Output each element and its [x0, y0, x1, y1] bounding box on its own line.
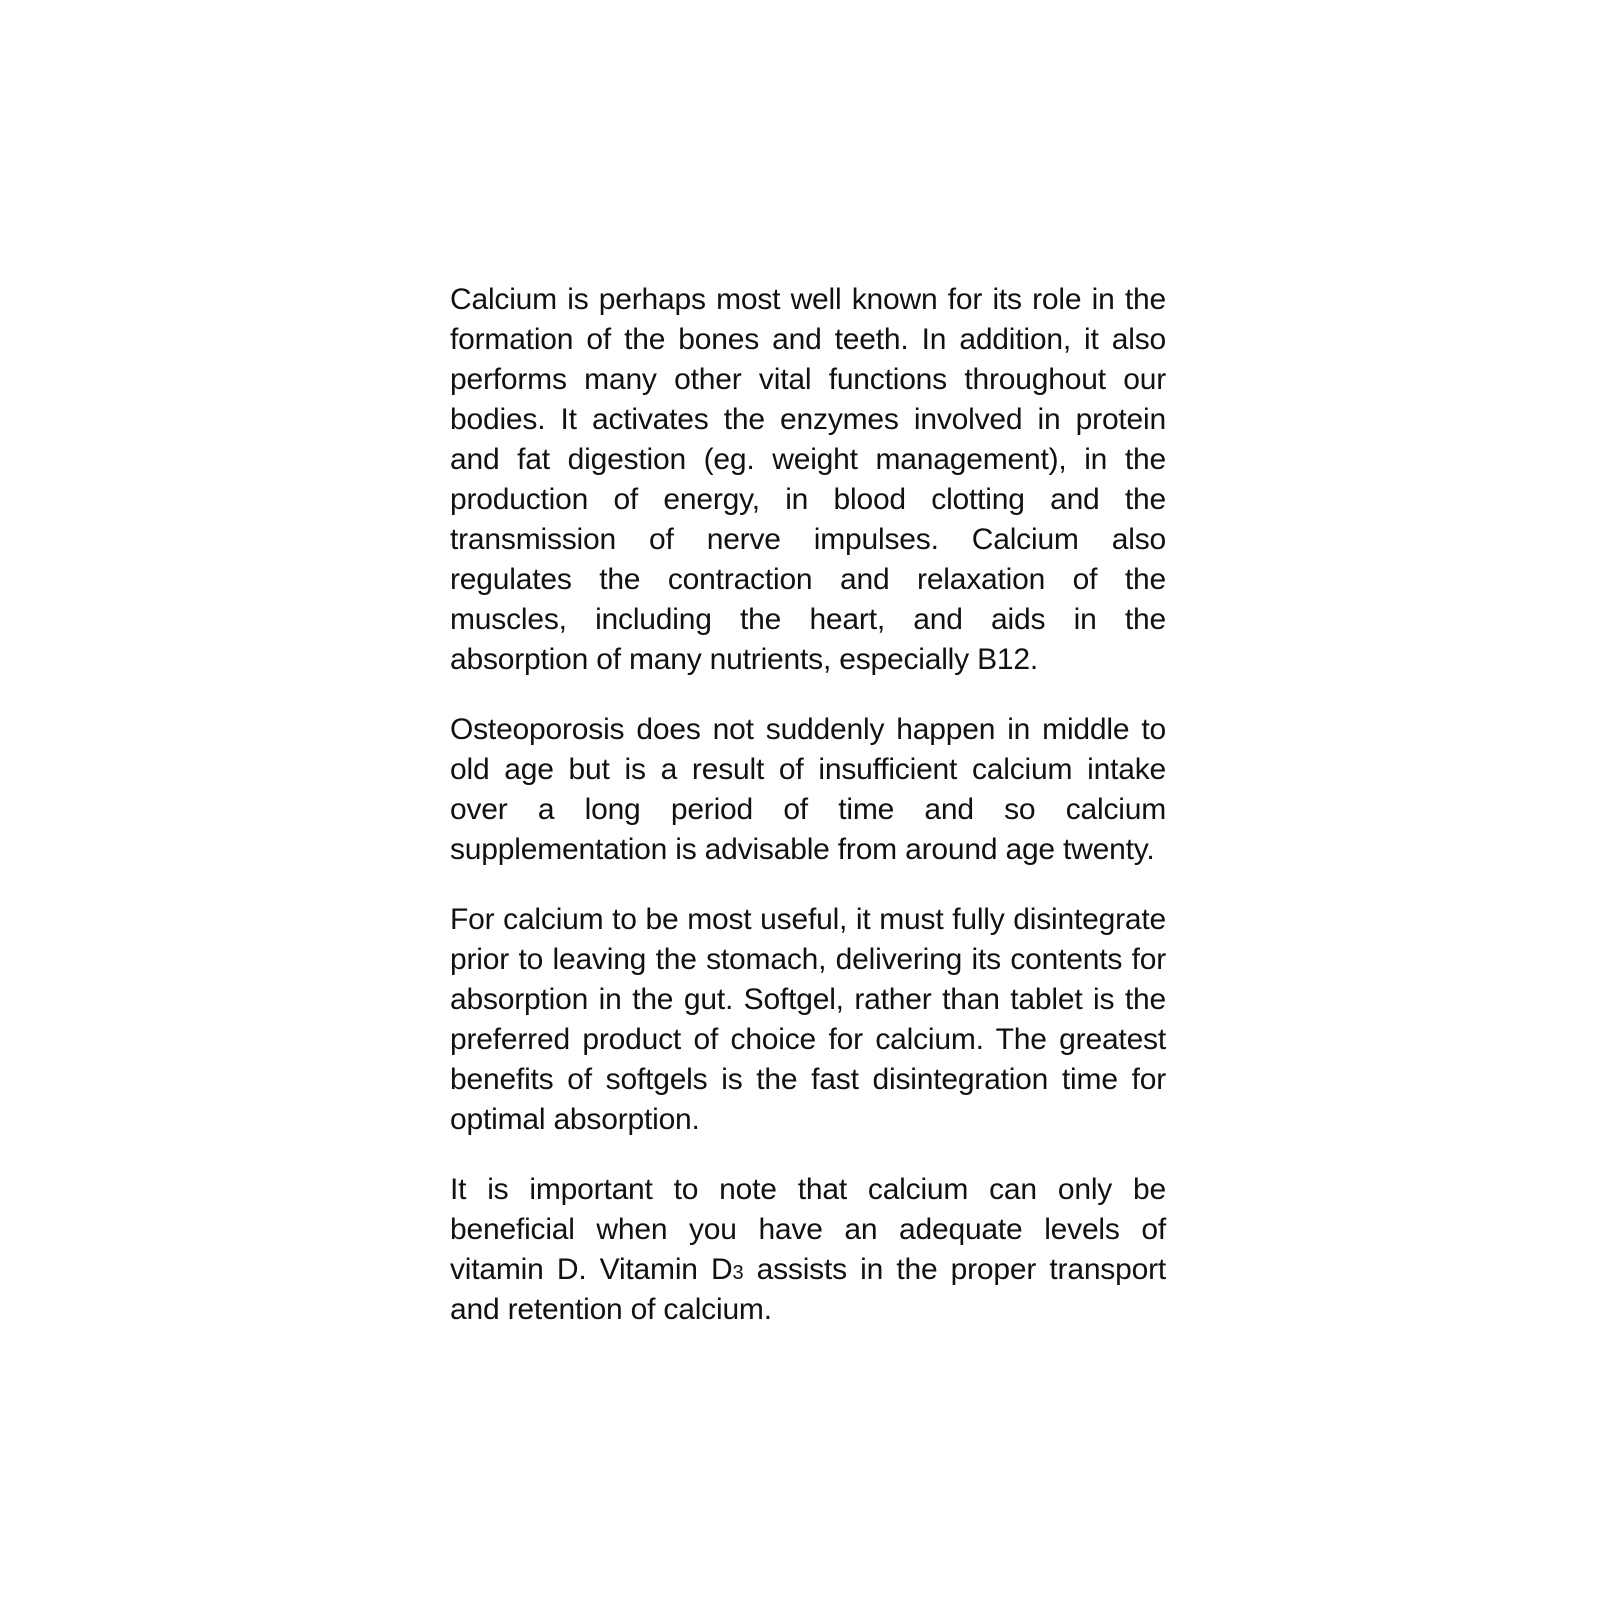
vitamin-d-text-end: assists in the proper transport and retention of calcium.: [450, 1253, 1166, 1326]
paragraph-vitamin-d: [450, 1170, 1166, 1330]
paragraph-calcium-role: Calcium is perhaps most well known for its role in the formation of the bones and teeth. In addition, it also performs many other vital functions throughout our bodies. It activates the enzymes involved in protein and fat digestion (eg. weight management), in the production of energy, in blood clotting and the transmission of nerve impulses. Calcium also regulates the contraction and relaxation of the muscles, including the heart, and aids in the absorption of many nutrients, especially B12.: [450, 283, 1166, 676]
vitamin-d-text-start: It is important to note that calcium can only be beneficial when you have an adequate levels of vitamin D. Vitamin D: [450, 1173, 1166, 1286]
paragraph-softgel: For calcium to be most useful, it must fully disintegrate prior to leaving the stomach, delivering its contents for absorption in the gut. Softgel, rather than tablet is the preferred product of choice for calcium. The greatest benefits of softgels is the fast disintegration time for optimal absorption.: [450, 903, 1166, 1136]
vitamin-d-subscript: 3: [732, 1262, 744, 1284]
body-text: [450, 280, 1166, 1360]
paragraph-osteoporosis: Osteoporosis does not suddenly happen in middle to old age but is a result of insufficient calcium intake over a long period of time and so calcium supplementation is advisable from around age twenty.: [450, 713, 1166, 866]
